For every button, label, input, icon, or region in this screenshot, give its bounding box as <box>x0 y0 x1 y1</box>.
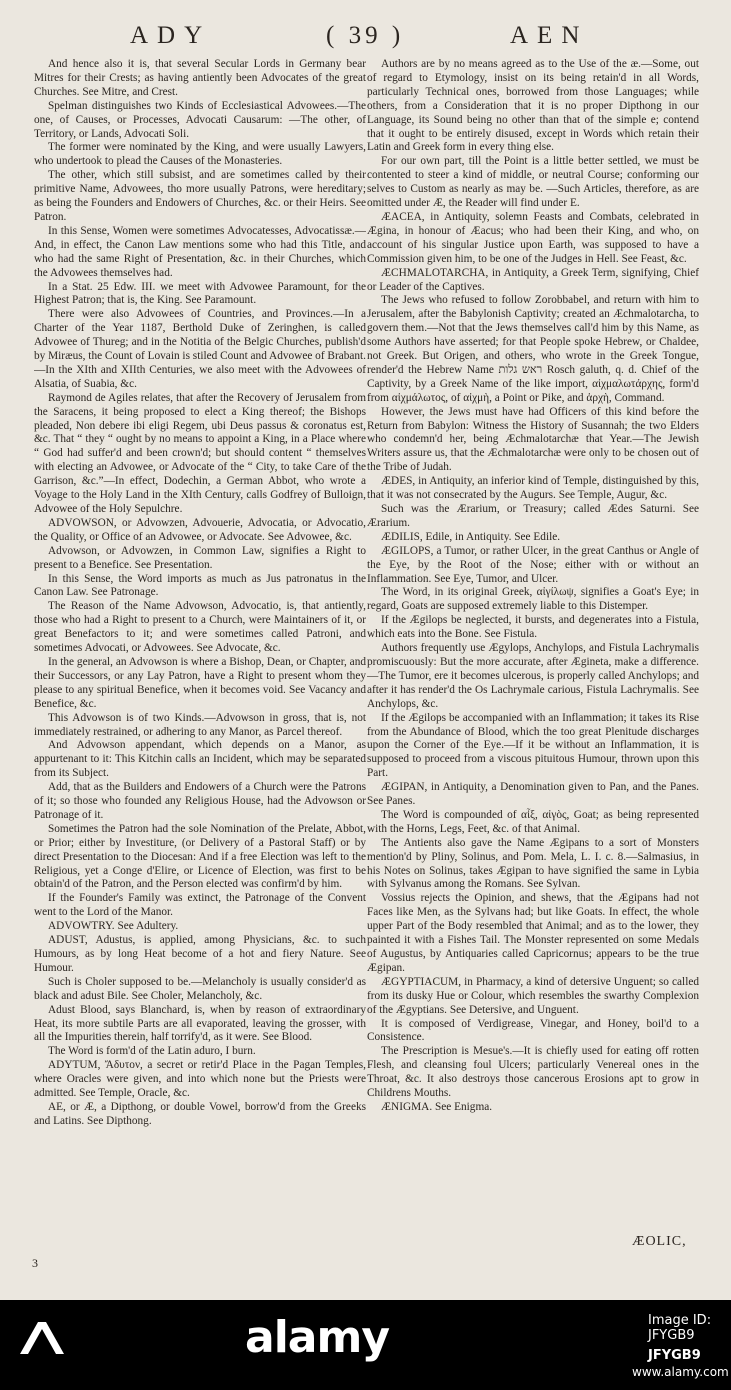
paragraph: ÆDES, in Antiquity, an inferior kind of Temple, distinguished by this, that it was not consecrated by the Augurs. See Temple, Augur, &c. <box>367 475 699 502</box>
paragraph: If the Founder's Family was extinct, the Patronage of the Convent went to the Lord of the Manor. <box>34 892 366 919</box>
paragraph: ADUST, Adustus, is applied, among Physicians, &c. to such Humours, as by long Heat become of a hot and fiery Nature. See Humour. <box>34 934 366 974</box>
watermark-image-id: Image ID: JFYGB9 <box>648 1313 712 1343</box>
paragraph: For our own part, till the Point is a little better settled, we must be contented to steer a kind of middle, or neutral Course; conforming our selves to Custom as nearly as may be. —Such Articles, therefore, as are omitted under Æ, the Reader will find under E. <box>367 155 699 210</box>
catchword: ÆOLIC, <box>632 1234 687 1249</box>
paragraph: Vossius rejects the Opinion, and shews, that the Ægipans had not Faces like Men, as the Sylvans had; but like Goats. In effect, the whole upper Part of the Body resembled that Animal; and as to the lower, they painted it with a Fishes Tail. The Monster represented on some Medals of Augustus, by Antiquaries called Capricornus; appears to be the true Ægipan. <box>367 892 699 974</box>
paragraph: Advowson, or Advowzen, in Common Law, signifies a Right to present to a Benefice. See Presentation. <box>34 544 366 571</box>
paragraph: The Prescription is Mesue's.—It is chiefly used for eating off rotten Flesh, and cleansing foul Ulcers; particularly Venereal ones in the Throat, &c. It also destroys those cancerous Erosions apt to grow in Childrens Mouths. <box>367 1045 699 1100</box>
paragraph: However, the Jews must have had Officers of this kind before the Return from Babylon: Witness the History of Susannah; the two Elders who condemn'd her, being Æchmalotarchæ that Year.—The Jewish Writers assure us, that the Æchmalotarchæ were only to be chosen out of the Tribe of Judah. <box>367 405 699 474</box>
watermark-url: www.alamy.com <box>632 1365 729 1379</box>
paragraph: In this Sense, the Word imports as much as Jus patronatus in the Canon Law. See Patronage. <box>34 572 366 599</box>
paragraph: Authors are by no means agreed as to the Use of the æ.—Some, out of regard to Etymology, insist on its being retain'd in all Words, particularly Technical ones, borrowed from those Languages; while others, from a Consideration that it is no proper Dipthong in our Language, its Sound being no other than that of the simple e; contend that it ought to be entirely disused, except in Words which retain their Latin and Greek form in every thing else. <box>367 58 699 154</box>
paragraph: This Advowson is of two Kinds.—Advowson in gross, that is, not immediately restrained, or adhering to any Manor, as Parcel thereof. <box>34 711 366 738</box>
paragraph: There were also Advowees of Countries, and Provinces.—In a Charter of the Year 1187, Berthold Duke of Zeringhen, is called Advowee of Thureg; and in the Notitia of the Belgic Churches, publish'd by Miræus, the Count of Lovain is stiled Count and Advowee of Brabant.—In the XIth and XIIth Centuries, we also meet with the Advowees of Alsatia, of Suabia, &c. <box>34 308 366 390</box>
paragraph: ÆCHMALOTARCHA, in Antiquity, a Greek Term, signifying, Chief or Leader of the Captives. <box>367 266 699 293</box>
paragraph: In the general, an Advowson is where a Bishop, Dean, or Chapter, and their Successors, or any Lay Patron, have a Right to present whom they please to any spiritual Benefice, when it becomes void. See Vacancy and Benefice, &c. <box>34 655 366 710</box>
header-left-guideword: ADY <box>130 22 212 49</box>
paragraph: If the Ægilops be neglected, it bursts, and degenerates into a Fistula, which eats into the Bone. See Fistula. <box>367 614 699 641</box>
paragraph: Raymond de Agiles relates, that after the Recovery of Jerusalem from the Saracens, it being proposed to elect a King thereof; the Bishops pleaded, Non debere ibi eligi Regem, ubi Deus passus & coronatus est, &c. That “ they “ ought by no means to appoint a King, in a Place where “ God had suffer'd and been crown'd; but should content “ themselves with electing an Advowee, or Advocate of the “ City, to take Care of the Garrison, &c.”—In effect, Dodechin, a German Abbot, who wrote a Voyage to the Holy Land in the XIth Century, calls Godfrey of Bulloign, Advowee of the Holy Sepulchre. <box>34 391 366 515</box>
paragraph: The Antients also gave the Name Ægipans to a sort of Monsters mention'd by Pliny, Solinus, and Pom. Mela, L. I. c. 8.—Salmasius, in his Notes on Solinus, takes Ægipan to have signified the same in Lybia with Sylvanus among the Romans. See Sylvan. <box>367 836 699 891</box>
paragraph: The Word is form'd of the Latin aduro, I burn. <box>48 1045 256 1058</box>
paragraph: Such was the Ærarium, or Treasury; called Ædes Saturni. See Ærarium. <box>367 503 699 529</box>
paragraph: It is composed of Verdigrease, Vinegar, and Honey, boil'd to a Consistence. <box>367 1017 699 1044</box>
paragraph: And Advowson appendant, which depends on a Manor, as appurtenant to it: This Kitchin calls an Incident, which may be separated from its Subject. <box>34 739 366 780</box>
paragraph: Such is Choler supposed to be.—Melancholy is usually consider'd as black and adust Bile. See Choler, Melancholy, &c. <box>34 975 366 1002</box>
paragraph: If the Ægilops be accompanied with an Inflammation; it takes its Rise from the Abundance of Blood, which the too great Plenitude discharges upon the Corner of the Eye.—If it be without an Inflammation, it is supposed to proceed from a viscous pituitous Humour, thrown upon this Part. <box>367 711 699 780</box>
paragraph: ÆDILIS, Edile, in Antiquity. See Edile. <box>381 530 561 543</box>
paragraph: The Reason of the Name Advowson, Advocatio, is, that antiently, those who had a Right to present to a Church, were Maintainers of it, or great Benefactors to it; and were sometimes called Patroni, and sometimes Advocati, or Advowees. See Advocate, &c. <box>34 600 366 655</box>
right-column <box>367 58 699 1228</box>
header-right-guideword: AEN <box>510 22 589 49</box>
paragraph: The Word, in its original Greek, αἰγίλωψ, signifies a Goat's Eye; in regard, Goats are supposed extremely liable to this Distemper. <box>367 586 699 613</box>
watermark-id-short: JFYGB9 <box>648 1348 701 1363</box>
paragraph: ADYTUM, Ἄδυτον, a secret or retir'd Place in the Pagan Temples, where Oracles were given, and into which none but the Priests were admitted. See Temple, Oracle, &c. <box>34 1059 366 1100</box>
paragraph: In this Sense, Women were sometimes Advocatesses, Advocatissæ.—And, in effect, the Canon Law mentions some who had this Title, and who had the same Right of Presentation, &c. in their Churches, which the Advowees themselves had. <box>34 224 366 279</box>
left-column <box>34 58 366 1228</box>
paragraph: The Word is compounded of αἶξ, αἰγὸς, Goat; as being represented with the Horns, Legs, Feet, &c. of that Animal. <box>367 808 699 835</box>
paragraph: ÆGYPTIACUM, in Pharmacy, a kind of detersive Unguent; so called from its dusky Hue or Colour, which resembles the swarthy Complexion of the Ægyptians. See Detersive, and Unguent. <box>367 975 699 1016</box>
paragraph: Add, that as the Builders and Endowers of a Church were the Patrons of it; so those who founded any Religious House, had the Advowson or Patronage of it. <box>34 781 366 821</box>
paragraph: The Jews who refused to follow Zorobbabel, and return with him to Jerusalem, after the Babylonish Captivity; created an Æchmalotarcha, to govern them.—Not that the Jews themselves call'd him by this Name, as some Authors have asserted; for that People spoke Hebrew, or Chaldee, not Greek. But Origen, and others, who wrote in the Greek Tongue, render'd the Hebrew Name ראש גלות Rosch galuth, q. d. Chief of the Captivity, by a Greek Name of the like import, αἰχμαλωτάρχης, form'd from αἰχμάλωτος, of αἰχμὴ, a Point or Pike, and ἀρχὴ, Command. <box>367 294 699 404</box>
paragraph: And hence also it is, that several Secular Lords in Germany bear Mitres for their Crests; as having antiently been Advocates of the great Churches. See Mitre, and Crest. <box>34 58 366 98</box>
paragraph: ÆNIGMA. See Enigma. <box>381 1100 493 1113</box>
paragraph: The other, which still subsist, and are sometimes called by their primitive Name, Advowees, tho more usually Patrons, were hereditary; as being the Founders and Endowers of Churches, &c. or their Heirs. See Patron. <box>34 169 366 223</box>
signature-mark: 3 <box>32 1256 38 1270</box>
paragraph: The former were nominated by the King, and were usually Lawyers, who undertook to plead the Causes of the Monasteries. <box>34 141 366 168</box>
paragraph: ÆGILOPS, a Tumor, or rather Ulcer, in the great Canthus or Angle of the Eye, by the Root of the Nose; either with or without an Inflammation. See Eye, Tumor, and Ulcer. <box>367 544 699 585</box>
page-number: ( 39 ) <box>326 22 405 49</box>
alamy-logo-icon <box>12 1316 72 1360</box>
paragraph: In a Stat. 25 Edw. III. we meet with Advowee Paramount, for the Highest Patron; that is, the King. See Paramount. <box>34 280 366 307</box>
paragraph: Authors frequently use Ægylops, Anchylops, and Fistula Lachrymalis promiscuously: But the more accurate, after Ægineta, make a difference.—The Tumor, ere it becomes ulcerous, is properly called Anchylops; and after it has render'd the Os Lachrymale carious, Fistula Lachrymalis. See Anchylops, &c. <box>367 642 699 710</box>
watermark-brand: alamy <box>245 1312 389 1363</box>
paragraph: ÆACEA, in Antiquity, solemn Feasts and Combats, celebrated in Ægina, in honour of Æacus; who had been their King, and who, on account of his singular Justice upon Earth, was supposed to have a Commission given him, to be one of the Judges in Hell. See Feast, &c. <box>367 210 699 265</box>
paragraph: Adust Blood, says Blanchard, is, when by reason of extraordinary Heat, its more subtile Parts are all evaporated, leaving the grosser, with all the Impurities therein, half torrify'd, as it were. See Blood. <box>34 1003 366 1044</box>
watermark-band <box>0 1300 731 1390</box>
paragraph: ÆGIPAN, in Antiquity, a Denomination given to Pan, and the Panes. See Panes. <box>367 781 699 808</box>
paragraph: Sometimes the Patron had the sole Nomination of the Prelate, Abbot, or Prior; either by Investiture, (or Delivery of a Pastoral Staff) or by direct Presentation to the Diocesan: And if a free Election was left to the Religious, yet a Conge d'Elire, or Licence of Election, was first to be obtain'd of the Patron, and the Person elected was confirm'd by him. <box>34 822 366 891</box>
paragraph: Spelman distinguishes two Kinds of Ecclesiastical Advowees.—The one, of Causes, or Processes, Advocati Causarum: —The other, of Territory, or Lands, Advocati Soli. <box>34 99 366 140</box>
paragraph: ADVOWSON, or Advowzen, Advouerie, Advocatia, or Advocatio, the Quality, or Office of an Advowee, or Advocate. See Advowee, &c. <box>34 516 366 543</box>
paragraph: AE, or Æ, a Dipthong, or double Vowel, borrow'd from the Greeks and Latins. See Dipthong. <box>34 1100 366 1127</box>
paragraph: ADVOWTRY. See Adultery. <box>48 920 179 933</box>
running-header <box>0 22 731 62</box>
